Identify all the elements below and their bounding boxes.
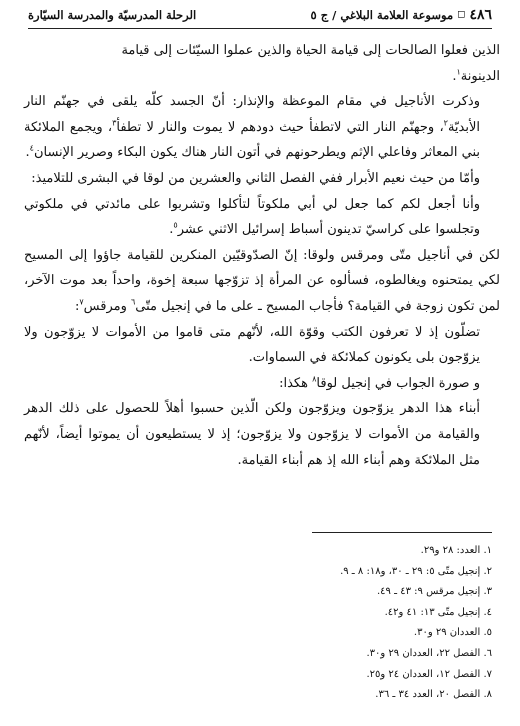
footnote-4: ٤. إنجيل متّى ١٣: ٤١ و٤٢. bbox=[384, 606, 492, 618]
footnote-divider bbox=[312, 532, 492, 533]
header-series bbox=[311, 4, 492, 26]
paragraph-5: و صورة الجواب في إنجيل لوقا$^٨$ هكذا: bbox=[279, 374, 480, 391]
chapter-title: الرحلة المدرسيّة والمدرسة السيّارة bbox=[28, 8, 197, 22]
footnote-ref: ٣ bbox=[112, 118, 117, 128]
header-divider bbox=[28, 28, 492, 29]
paragraph-2: وذكرت الأناجيل في مقام الموعظة والإنذار: أنّ الجسد كلّه يلقى في جهنّم النار الأبديّة$^٢$، وجهنّم النار التي لاتطفأ حيث دودهم لا يموت والنار لا تطفأ$^٣$، ويجمع الملائكة بني المعاثر وفاعلي الإثم ويطرحونهم في أتون النار هناك يكون البكاء وصرير الإنسان$^٤$. bbox=[24, 94, 481, 161]
paragraph-4: لكن في أناجيل متّى ومرقس ولوقا: إنّ الصدّوقيّين المنكرين للقيامة جاؤوا إلى المسيح لكي يمتحنوه ويغالطوه، فسألوه عن المرأة إذ تزوّجها سبعة إخوة، واحداً بعد موت الآخر، لمن تكون زوجة في القيامة؟ فأجاب المسيح ـ على ما في إنجيل متّى$^٦$ ومرقس$^٧$: bbox=[24, 247, 500, 314]
footnote-ref: ٢ bbox=[443, 118, 448, 128]
square-separator-icon: ◻ bbox=[457, 9, 466, 20]
footnote-5: ٥. العددان ٢٩ و٣٠. bbox=[413, 627, 492, 639]
footnote-ref: ١ bbox=[456, 67, 461, 77]
quote-1: وأنا أجعل لكم كما جعل لي أبي ملكوتاً لتأكلوا وتشربوا على مائدتي في ملكوتي وتجلسوا على كراسيّ تدينون أسباط إسرائيل الاثني عشر$^٥$. bbox=[24, 196, 480, 238]
footnote-ref: ٥ bbox=[173, 220, 178, 230]
paragraph-3: وأمّا من حيث نعيم الأبرار ففي الفصل الثاني والعشرين من لوقا في البشرى للتلاميذ: bbox=[31, 170, 480, 186]
page-header bbox=[28, 4, 492, 26]
footnote-8: ٨. الفصل ٢٠، العدد ٣٤ ـ ٣٦. bbox=[375, 689, 492, 701]
footnote-2: ٢. إنجيل متّى ٥: ٢٩ ـ ٣٠، و١٨: ٨ ـ ٩. bbox=[340, 565, 492, 577]
footnote-ref: ٧ bbox=[79, 297, 84, 307]
page-number: ٤٨٦ bbox=[469, 7, 492, 23]
footnote-6: ٦. الفصل ٢٢، العددان ٢٩ و٣٠. bbox=[366, 647, 492, 659]
footnote-ref: ٨ bbox=[312, 374, 317, 384]
footnote-7: ٧. الفصل ١٢، العددان ٢٤ و٢٥. bbox=[366, 668, 492, 680]
footnote-ref: ٤ bbox=[29, 144, 34, 154]
footnote-3: ٣. إنجيل مرقس ٩: ٤٣ ـ ٤٩. bbox=[376, 586, 492, 598]
footnote-ref: ٦ bbox=[131, 297, 136, 307]
footnotes bbox=[32, 541, 492, 706]
main-text bbox=[24, 38, 500, 473]
quote-3: أبناء هذا الدهر يزوّجون ويزوّجون ولكن الّذين حسبوا أهلاً للحصول على ذلك الدهر والقيامة من الأموات لا يزوّجون ولا يزوّجون؛ إذ لا يستطيعون أن يموتوا أيضاً، لأنّهم مثل الملائكة وهم أبناء الله إذ هم أبناء القيامة. bbox=[24, 401, 480, 468]
series-title: موسوعة العلامة البلاغي / ج ٥ bbox=[310, 8, 454, 22]
footnote-1: ١. العدد: ٢٨ و٢٩. bbox=[420, 545, 492, 556]
paragraph-1: الذين فعلوا الصالحات إلى قيامة الحياة والذين عملوا السيّئات إلى قيامة الدينونة$^١$. bbox=[121, 43, 500, 84]
quote-2: تضلّون إذ لا تعرفون الكتب وقوّة الله، لأنّهم متى قاموا من الأموات لا يزوّجون ولا يزوّجون بلى يكونون كملائكة في السماوات. bbox=[24, 324, 480, 366]
